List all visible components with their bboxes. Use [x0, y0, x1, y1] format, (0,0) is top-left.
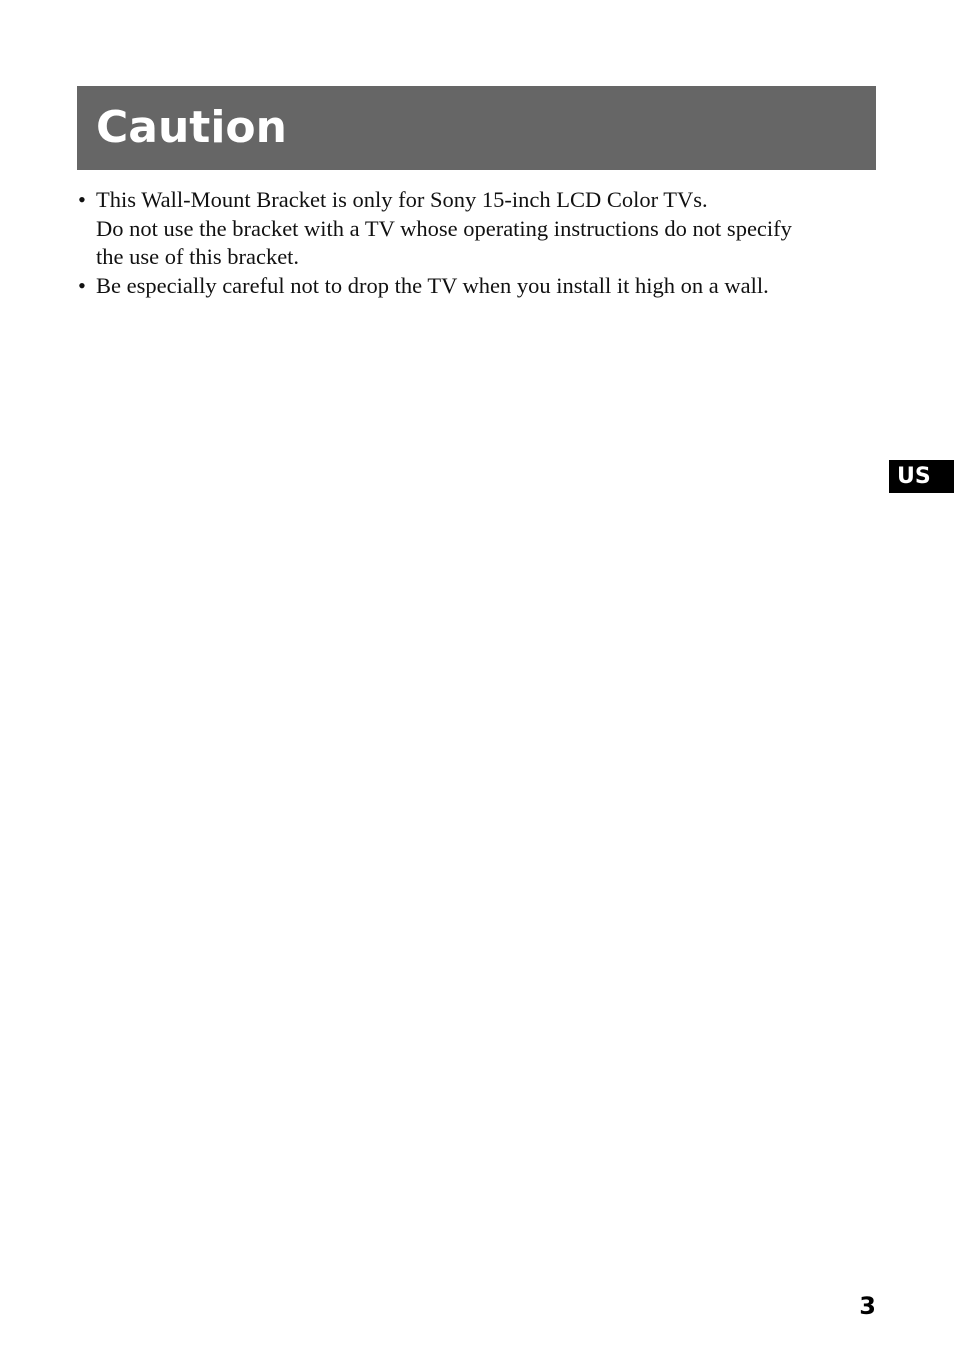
- language-tab: [889, 460, 954, 493]
- list-item-line: Do not use the bracket with a TV whose operating instructions do not specify: [96, 215, 792, 241]
- bullet-icon: •: [78, 187, 86, 212]
- bullet-icon: •: [78, 272, 86, 298]
- page-title: Caution: [96, 102, 287, 153]
- language-tab-label: US: [897, 464, 931, 489]
- list-item: [77, 186, 887, 272]
- list-item-line: the use of this bracket.: [96, 244, 300, 269]
- list-item: [77, 272, 887, 301]
- caution-list: [77, 186, 887, 300]
- section-title-bar: [77, 86, 876, 170]
- list-item-line: Be especially careful not to drop the TV when you install it high on a wall.: [96, 272, 769, 298]
- list-item-line: This Wall-Mount Bracket is only for Sony 15-inch LCD Color TVs.: [96, 187, 708, 212]
- page-number: 3: [859, 1292, 876, 1320]
